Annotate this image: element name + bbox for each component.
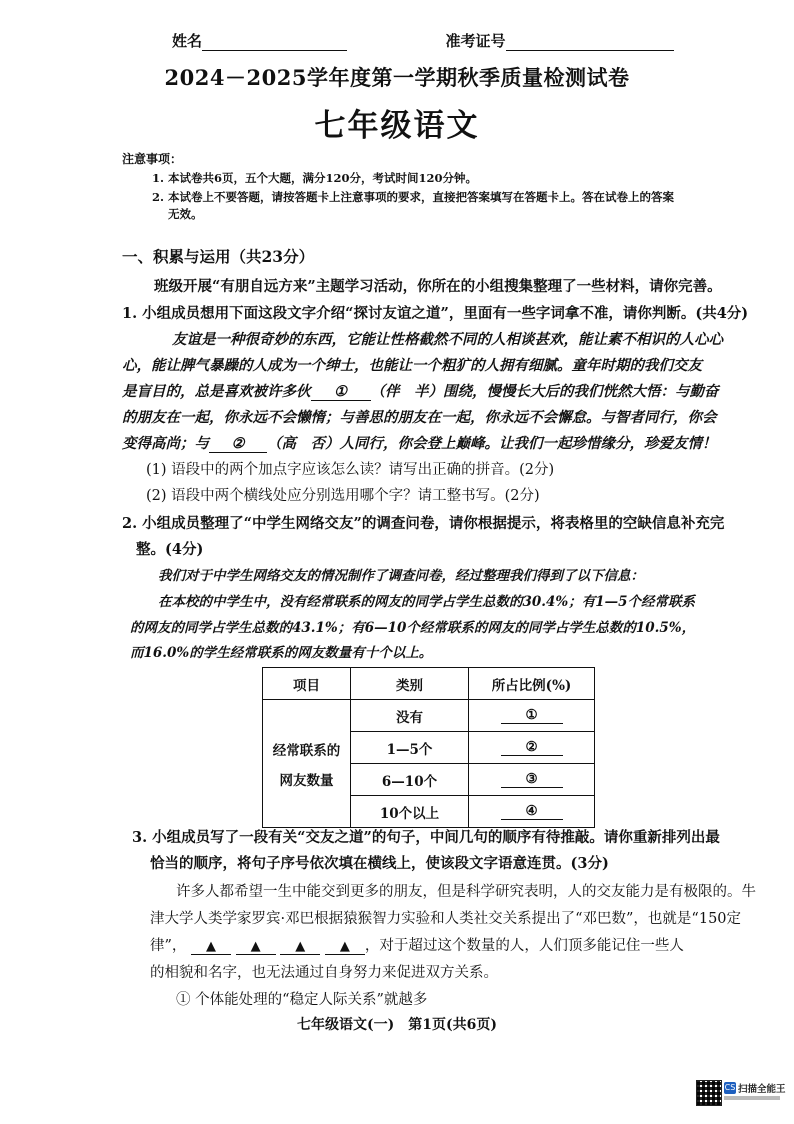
table-cell-category: 10个以上 (351, 796, 469, 828)
table-cell-category: 6—10个 (351, 764, 469, 796)
table-cell-blank (469, 700, 595, 732)
exam-id-line (506, 36, 674, 51)
table-header-category: 类别 (351, 668, 469, 700)
scanner-brand-text: 扫描全能王 (738, 1084, 786, 1095)
name-line (202, 36, 347, 51)
q2-passage-line-4: 而16.0%的学生经常联系的网友数量有十个以上。 (130, 645, 433, 661)
table-blank-3: ③ (501, 771, 563, 788)
q3-blank-3: ▲ (280, 939, 320, 955)
table-row-label-line-2: 网友数量 (279, 772, 334, 789)
q1-sub-2: (2) 语段中两个横线处应分别选用哪个字？请工整书写。(2分) (146, 488, 540, 504)
q3-passage-3 (150, 934, 684, 955)
q1-passage-line-5 (122, 432, 717, 453)
section-heading: 一、积累与运用（共23分） (122, 247, 315, 266)
q2-passage-line-2: 在本校的中学生中，没有经常联系的网友的同学占学生总数的30.4%；有1—5个经常联系 (158, 594, 695, 610)
q3-stem-1: 3. 小组成员写了一段有关“交友之道”的句子，中间几句的顺序有待推敲。请你重新排列出最 (132, 829, 720, 846)
q1-passage-line-3 (122, 380, 719, 401)
name-label: 姓名 (172, 32, 203, 50)
q1-sub-1: (1) 语段中的两个加点字应该怎么读？请写出正确的拼音。(2分) (146, 462, 555, 478)
section-intro: 班级开展“有朋自远方来”主题学习活动，你所在的小组搜集整理了一些材料，请你完善。 (154, 278, 722, 295)
table-cell-blank (469, 732, 595, 764)
notice-item-1: 1. 本试卷共6页，五个大题，满分120分，考试时间120分钟。 (152, 171, 478, 185)
page-footer: 七年级语文(一) 第1页(共6页) (297, 1017, 497, 1033)
exam-title: 2024－2025学年度第一学期秋季质量检测试卷 (164, 65, 630, 90)
survey-table (262, 667, 595, 828)
name-row (172, 30, 674, 51)
q3-blank-2: ▲ (236, 939, 276, 955)
q3-stem-2: 恰当的顺序，将句子序号依次填在横线上，使该段文字语意连贯。(3分) (150, 855, 609, 872)
scanner-logo-icon: CS (724, 1083, 736, 1092)
q3-passage-2: 津大学人类学家罗宾·邓巴根据猿猴智力实验和人类社交关系提出了“邓巴数”，也就是“150定 (150, 911, 742, 927)
table-cell-category: 1—5个 (351, 732, 469, 764)
q1-passage-line-5b: （高 否）人同行，你会登上巅峰。让我们一起珍惜缘分，珍爱友情！ (267, 435, 717, 452)
table-row (263, 700, 595, 732)
table-header-row (263, 668, 595, 700)
q2-stem-1: 2. 小组成员整理了“中学生网络交友”的调查问卷，请你根据提示，将表格里的空缺信息补充完 (122, 515, 725, 532)
q3-passage-4: 的相貌和名字，也无法通过自身努力来促进双方关系。 (150, 965, 498, 981)
table-blank-1: ① (501, 707, 563, 724)
q1-blank-2: ② (209, 435, 267, 453)
q3-blank-1: ▲ (191, 939, 231, 955)
q3-passage-3b: ，对于超过这个数量的人，人们顶多能记住一些人 (364, 938, 684, 954)
q1-blank-1: ① (311, 383, 371, 401)
notice-item-2-cont: 无效。 (168, 207, 203, 221)
q1-passage-line-5a: 变得高尚；与 (122, 435, 209, 452)
subject-title: 七年级语文 (314, 108, 480, 144)
scanner-watermark (696, 1080, 786, 1108)
table-header-item: 项目 (263, 668, 351, 700)
q1-passage-line-1: 友谊是一种很奇妙的东西，它能让性格截然不同的人相谈甚欢，能让素不相识的人心心 (172, 331, 723, 348)
q1-passage-line-3a: 是盲目的，总是喜欢被许多伙 (122, 383, 311, 400)
qr-code-icon (696, 1080, 722, 1106)
q2-stem-2: 整。(4分) (136, 541, 204, 558)
q3-blank-4: ▲ (325, 939, 365, 955)
table-row-label-line-1: 经常联系的 (272, 742, 341, 759)
q3-passage-1: 许多人都希望一生中能交到更多的朋友，但是科学研究表明，人的交友能力是有极限的。牛 (176, 884, 756, 900)
table-header-ratio: 所占比例(%) (469, 668, 595, 700)
q2-passage-line-3: 的网友的同学占学生总数的43.1%；有6—10个经常联系的网友的同学占学生总数的10.5%， (130, 620, 696, 636)
table-cell-blank (469, 796, 595, 828)
notice-heading: 注意事项： (122, 152, 183, 166)
q2-passage-line-1: 我们对于中学生网络交友的情况制作了调查问卷，经过整理我们得到了以下信息： (158, 568, 644, 584)
scanner-subtext (724, 1096, 780, 1100)
table-row-label (263, 700, 351, 828)
q1-passage-line-4: 的朋友在一起，你永远不会懒惰；与善思的朋友在一起，你永远不会懈怠。与智者同行，你会 (122, 409, 717, 426)
exam-id-label: 准考证号 (445, 32, 506, 50)
q1-stem: 1. 小组成员想用下面这段文字介绍“探讨友谊之道”，里面有一些字词拿不准，请你判断。(共4分) (122, 305, 749, 322)
q3-passage-3a: 律”， (150, 938, 187, 954)
q1-passage-line-3b: （伴 半）围绕，慢慢长大后的我们恍然大悟：与勤奋 (370, 383, 719, 400)
table-blank-4: ④ (501, 803, 563, 820)
table-blank-2: ② (501, 739, 563, 756)
table-cell-category: 没有 (351, 700, 469, 732)
table-cell-blank (469, 764, 595, 796)
q3-option-1: ① 个体能处理的“稳定人际关系”就越多 (176, 992, 428, 1008)
q1-passage-line-2: 心，能让脾气暴躁的人成为一个绅士，也能让一个粗犷的人拥有细腻。童年时期的我们交友 (122, 357, 702, 374)
notice-item-2: 2. 本试卷上不要答题，请按答题卡上注意事项的要求，直接把答案填写在答题卡上。答在试卷上的答案 (152, 190, 675, 204)
